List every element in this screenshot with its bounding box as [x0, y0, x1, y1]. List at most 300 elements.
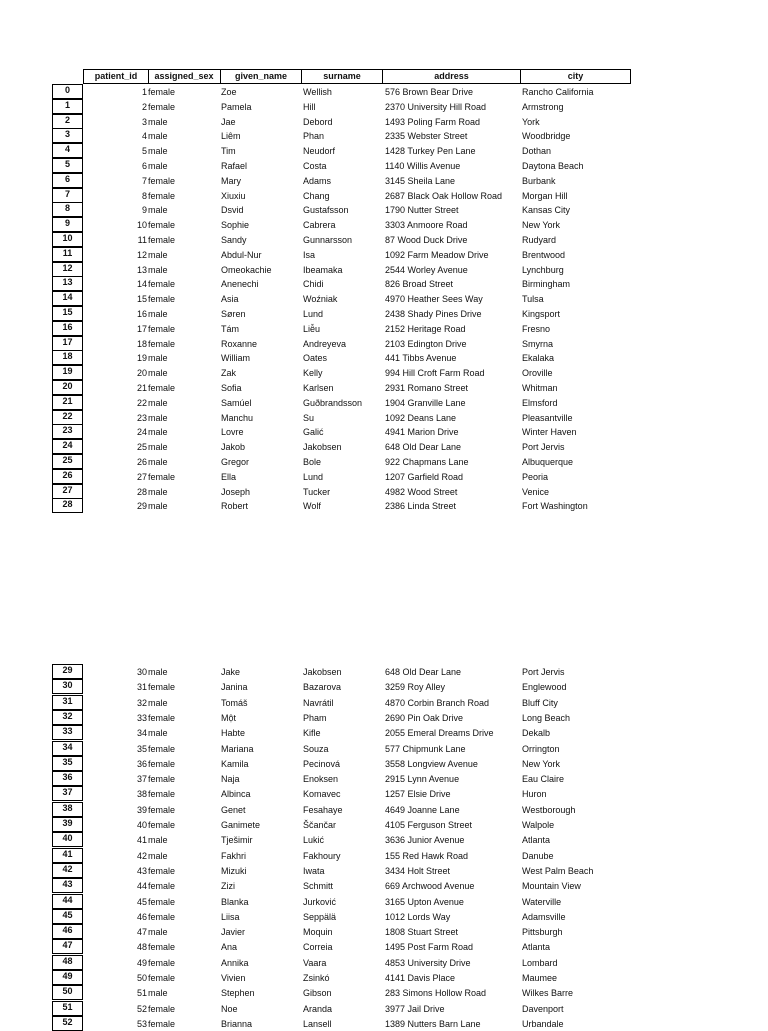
- cell-given-name[interactable]: Asia: [221, 294, 239, 305]
- cell-surname[interactable]: Hill: [303, 101, 316, 112]
- cell-city[interactable]: Woodbridge: [522, 131, 571, 142]
- cell-patient-id[interactable]: 44: [136, 881, 147, 892]
- cell-patient-id[interactable]: 18: [136, 338, 147, 349]
- cell-city[interactable]: Ekalaka: [522, 353, 555, 364]
- cell-given-name[interactable]: Tomáš: [221, 697, 248, 708]
- cell-city[interactable]: Whitman: [522, 383, 558, 393]
- header-patient-id[interactable]: patient_id: [83, 69, 149, 84]
- cell-surname[interactable]: Adams: [303, 175, 332, 186]
- cell-assigned-sex[interactable]: female: [148, 911, 176, 922]
- cell-given-name[interactable]: Naja: [221, 774, 240, 785]
- row-index[interactable]: 18: [52, 350, 83, 365]
- cell-patient-id[interactable]: 15: [136, 294, 147, 305]
- cell-patient-id[interactable]: 7: [141, 175, 147, 186]
- cell-assigned-sex[interactable]: male: [148, 397, 168, 408]
- cell-surname[interactable]: Liễu: [303, 323, 321, 334]
- cell-address[interactable]: 283 Simons Hollow Road: [385, 988, 487, 999]
- cell-surname[interactable]: Jakobsen: [303, 442, 342, 453]
- cell-patient-id[interactable]: 26: [136, 457, 147, 467]
- cell-assigned-sex[interactable]: male: [148, 697, 168, 708]
- cell-assigned-sex[interactable]: male: [148, 850, 168, 861]
- header-surname[interactable]: surname: [302, 69, 383, 84]
- row-index[interactable]: 43: [52, 878, 83, 893]
- row-index[interactable]: 24: [52, 439, 83, 454]
- cell-city[interactable]: Fresno: [522, 323, 551, 334]
- cell-address[interactable]: 922 Chapmans Lane: [385, 457, 469, 467]
- cell-assigned-sex[interactable]: male: [148, 988, 168, 999]
- cell-address[interactable]: 648 Old Dear Lane: [385, 442, 462, 453]
- row-index[interactable]: 16: [52, 321, 83, 336]
- cell-patient-id[interactable]: 20: [136, 368, 147, 379]
- cell-patient-id[interactable]: 23: [136, 412, 147, 423]
- cell-address[interactable]: 2370 University Hill Road: [385, 101, 487, 112]
- row-index[interactable]: 1: [52, 99, 83, 114]
- cell-patient-id[interactable]: 31: [136, 682, 147, 693]
- cell-given-name[interactable]: Ella: [221, 471, 237, 482]
- cell-address[interactable]: 441 Tibbs Avenue: [385, 353, 457, 364]
- cell-surname[interactable]: Lukić: [303, 835, 325, 846]
- cell-given-name[interactable]: Sophie: [221, 220, 250, 231]
- row-index[interactable]: 12: [52, 262, 83, 277]
- row-index[interactable]: 51: [52, 1001, 83, 1016]
- cell-patient-id[interactable]: 3: [141, 116, 147, 127]
- row-index[interactable]: 23: [52, 424, 83, 439]
- cell-surname[interactable]: Andreyeva: [303, 338, 347, 349]
- cell-assigned-sex[interactable]: male: [148, 835, 168, 846]
- cell-surname[interactable]: Iwata: [303, 865, 325, 876]
- cell-address[interactable]: 4970 Heather Sees Way: [385, 294, 483, 305]
- cell-patient-id[interactable]: 32: [136, 697, 147, 708]
- cell-assigned-sex[interactable]: female: [148, 973, 176, 983]
- cell-patient-id[interactable]: 9: [141, 205, 147, 216]
- cell-patient-id[interactable]: 38: [136, 789, 147, 800]
- cell-city[interactable]: Port Jervis: [522, 667, 565, 677]
- cell-given-name[interactable]: Zak: [221, 368, 237, 379]
- cell-surname[interactable]: Galić: [303, 427, 324, 438]
- row-index[interactable]: 50: [52, 985, 83, 1000]
- cell-assigned-sex[interactable]: male: [148, 667, 168, 677]
- cell-patient-id[interactable]: 49: [136, 957, 147, 968]
- cell-assigned-sex[interactable]: female: [148, 220, 176, 231]
- cell-assigned-sex[interactable]: male: [148, 427, 168, 438]
- cell-assigned-sex[interactable]: male: [148, 368, 168, 379]
- cell-given-name[interactable]: Sofia: [221, 383, 242, 393]
- cell-city[interactable]: Atlanta: [522, 835, 551, 846]
- cell-patient-id[interactable]: 33: [136, 712, 147, 723]
- row-index[interactable]: 7: [52, 188, 83, 203]
- cell-assigned-sex[interactable]: female: [148, 383, 176, 393]
- cell-surname[interactable]: Kifle: [303, 728, 321, 739]
- cell-address[interactable]: 826 Broad Street: [385, 279, 454, 290]
- cell-city[interactable]: New York: [522, 758, 561, 769]
- cell-city[interactable]: Rudyard: [522, 235, 557, 245]
- cell-surname[interactable]: Gibson: [303, 988, 332, 999]
- cell-assigned-sex[interactable]: female: [148, 865, 176, 876]
- cell-assigned-sex[interactable]: female: [148, 323, 176, 334]
- cell-city[interactable]: Daytona Beach: [522, 161, 584, 171]
- row-index[interactable]: 41: [52, 848, 83, 863]
- cell-assigned-sex[interactable]: female: [148, 758, 176, 769]
- row-index[interactable]: 42: [52, 863, 83, 878]
- cell-city[interactable]: Long Beach: [522, 712, 571, 723]
- cell-given-name[interactable]: Brianna: [221, 1018, 253, 1029]
- cell-given-name[interactable]: Lovre: [221, 427, 244, 438]
- cell-city[interactable]: Maumee: [522, 973, 558, 983]
- cell-address[interactable]: 2687 Black Oak Hollow Road: [385, 190, 503, 201]
- cell-assigned-sex[interactable]: female: [148, 682, 176, 693]
- cell-address[interactable]: 3165 Upton Avenue: [385, 896, 464, 907]
- cell-assigned-sex[interactable]: female: [148, 294, 176, 305]
- cell-city[interactable]: Kingsport: [522, 309, 561, 319]
- row-index[interactable]: 37: [52, 786, 83, 801]
- cell-given-name[interactable]: Mary: [221, 175, 241, 186]
- row-index[interactable]: 30: [52, 679, 83, 694]
- cell-surname[interactable]: Ščančar: [303, 820, 337, 830]
- cell-city[interactable]: Eau Claire: [522, 774, 565, 785]
- cell-surname[interactable]: Jurković: [303, 896, 337, 907]
- cell-given-name[interactable]: Tim: [221, 146, 236, 157]
- cell-city[interactable]: West Palm Beach: [522, 865, 594, 876]
- row-index[interactable]: 36: [52, 771, 83, 786]
- row-index[interactable]: 34: [52, 741, 83, 756]
- cell-patient-id[interactable]: 19: [136, 353, 147, 364]
- cell-assigned-sex[interactable]: male: [148, 442, 168, 453]
- cell-given-name[interactable]: Joseph: [221, 486, 251, 497]
- cell-patient-id[interactable]: 14: [136, 279, 147, 290]
- cell-surname[interactable]: Enoksen: [303, 774, 339, 785]
- cell-surname[interactable]: Chang: [303, 190, 330, 201]
- cell-patient-id[interactable]: 39: [136, 804, 147, 815]
- cell-given-name[interactable]: Ana: [221, 942, 238, 953]
- row-index[interactable]: 14: [52, 291, 83, 306]
- cell-address[interactable]: 1790 Nutter Street: [385, 205, 459, 216]
- cell-address[interactable]: 2386 Linda Street: [385, 501, 457, 512]
- cell-address[interactable]: 2690 Pin Oak Drive: [385, 712, 464, 723]
- cell-address[interactable]: 648 Old Dear Lane: [385, 667, 462, 677]
- row-index[interactable]: 21: [52, 395, 83, 410]
- cell-city[interactable]: Pleasantville: [522, 412, 573, 423]
- cell-assigned-sex[interactable]: male: [148, 728, 168, 739]
- cell-address[interactable]: 2931 Romano Street: [385, 383, 469, 393]
- cell-city[interactable]: Danube: [522, 850, 554, 861]
- cell-address[interactable]: 1493 Poling Farm Road: [385, 116, 481, 127]
- cell-patient-id[interactable]: 16: [136, 309, 147, 319]
- cell-patient-id[interactable]: 22: [136, 397, 147, 408]
- cell-patient-id[interactable]: 47: [136, 927, 147, 938]
- cell-city[interactable]: Atlanta: [522, 942, 551, 953]
- cell-surname[interactable]: Jakobsen: [303, 667, 342, 677]
- cell-city[interactable]: York: [522, 116, 540, 127]
- cell-city[interactable]: Huron: [522, 789, 547, 800]
- cell-city[interactable]: Lombard: [522, 957, 558, 968]
- cell-given-name[interactable]: Jake: [221, 667, 241, 677]
- cell-patient-id[interactable]: 5: [141, 146, 147, 157]
- row-index[interactable]: 6: [52, 173, 83, 188]
- cell-patient-id[interactable]: 29: [136, 501, 147, 512]
- row-index[interactable]: 4: [52, 143, 83, 158]
- cell-surname[interactable]: Lansell: [303, 1018, 332, 1029]
- cell-address[interactable]: 3303 Anmoore Road: [385, 220, 468, 231]
- cell-address[interactable]: 3259 Roy Alley: [385, 682, 446, 693]
- cell-city[interactable]: Urbandale: [522, 1018, 564, 1029]
- cell-city[interactable]: Orrington: [522, 743, 560, 754]
- cell-given-name[interactable]: Jae: [221, 116, 236, 127]
- cell-city[interactable]: Kansas City: [522, 205, 571, 216]
- cell-assigned-sex[interactable]: male: [148, 501, 168, 512]
- cell-patient-id[interactable]: 43: [136, 865, 147, 876]
- cell-given-name[interactable]: Ganimete: [221, 820, 261, 830]
- cell-address[interactable]: 2438 Shady Pines Drive: [385, 309, 482, 319]
- cell-patient-id[interactable]: 51: [136, 988, 147, 999]
- cell-assigned-sex[interactable]: female: [148, 1018, 176, 1029]
- cell-address[interactable]: 3434 Holt Street: [385, 865, 451, 876]
- cell-surname[interactable]: Guðbrandsson: [303, 397, 363, 408]
- cell-given-name[interactable]: Tám: [221, 323, 239, 334]
- cell-patient-id[interactable]: 41: [136, 835, 147, 846]
- cell-patient-id[interactable]: 50: [136, 973, 147, 983]
- cell-given-name[interactable]: Robert: [221, 501, 249, 512]
- row-index[interactable]: 22: [52, 410, 83, 425]
- cell-assigned-sex[interactable]: male: [148, 146, 168, 157]
- cell-given-name[interactable]: Søren: [221, 309, 246, 319]
- row-index[interactable]: 20: [52, 380, 83, 395]
- cell-assigned-sex[interactable]: male: [148, 249, 168, 260]
- cell-patient-id[interactable]: 21: [136, 383, 147, 393]
- header-given-name[interactable]: given_name: [221, 69, 302, 84]
- cell-city[interactable]: Lynchburg: [522, 264, 564, 275]
- cell-city[interactable]: Davenport: [522, 1003, 564, 1014]
- cell-surname[interactable]: Su: [303, 412, 315, 423]
- cell-city[interactable]: Burbank: [522, 175, 556, 186]
- cell-assigned-sex[interactable]: female: [148, 471, 176, 482]
- cell-surname[interactable]: Gunnarsson: [303, 235, 353, 245]
- cell-city[interactable]: Dothan: [522, 146, 552, 157]
- cell-city[interactable]: Waterville: [522, 896, 562, 907]
- cell-city[interactable]: Dekalb: [522, 728, 551, 739]
- cell-given-name[interactable]: Manchu: [221, 412, 254, 423]
- cell-given-name[interactable]: Samúel: [221, 397, 252, 408]
- cell-city[interactable]: Peoria: [522, 471, 549, 482]
- cell-given-name[interactable]: Xiuxiu: [221, 190, 246, 201]
- cell-city[interactable]: Port Jervis: [522, 442, 565, 453]
- cell-address[interactable]: 4105 Ferguson Street: [385, 820, 473, 830]
- cell-patient-id[interactable]: 27: [136, 471, 147, 482]
- cell-given-name[interactable]: Kamila: [221, 758, 249, 769]
- cell-address[interactable]: 1808 Stuart Street: [385, 927, 459, 938]
- cell-given-name[interactable]: Rafael: [221, 161, 248, 171]
- cell-assigned-sex[interactable]: female: [148, 743, 176, 754]
- cell-assigned-sex[interactable]: female: [148, 338, 176, 349]
- cell-address[interactable]: 1092 Farm Meadow Drive: [385, 249, 489, 260]
- cell-address[interactable]: 3558 Longview Avenue: [385, 758, 478, 769]
- cell-patient-id[interactable]: 52: [136, 1003, 147, 1014]
- cell-city[interactable]: Tulsa: [522, 294, 544, 305]
- cell-address[interactable]: 2544 Worley Avenue: [385, 264, 468, 275]
- cell-city[interactable]: Albuquerque: [522, 457, 574, 467]
- row-index[interactable]: 32: [52, 710, 83, 725]
- cell-assigned-sex[interactable]: female: [148, 175, 176, 186]
- cell-given-name[interactable]: Albinca: [221, 789, 251, 800]
- cell-address[interactable]: 2103 Edington Drive: [385, 338, 467, 349]
- cell-assigned-sex[interactable]: female: [148, 820, 176, 830]
- cell-given-name[interactable]: Stephen: [221, 988, 255, 999]
- cell-patient-id[interactable]: 45: [136, 896, 147, 907]
- row-index[interactable]: 49: [52, 970, 83, 985]
- cell-address[interactable]: 155 Red Hawk Road: [385, 850, 469, 861]
- cell-surname[interactable]: Pham: [303, 712, 327, 723]
- row-index[interactable]: 45: [52, 909, 83, 924]
- cell-address[interactable]: 1207 Garfield Road: [385, 471, 464, 482]
- cell-assigned-sex[interactable]: male: [148, 205, 168, 216]
- cell-assigned-sex[interactable]: female: [148, 881, 176, 892]
- cell-surname[interactable]: Seppälä: [303, 911, 337, 922]
- row-index[interactable]: 38: [52, 802, 83, 817]
- cell-patient-id[interactable]: 42: [136, 850, 147, 861]
- cell-surname[interactable]: Fakhoury: [303, 850, 341, 861]
- cell-address[interactable]: 4870 Corbin Branch Road: [385, 697, 490, 708]
- cell-given-name[interactable]: Habte: [221, 728, 246, 739]
- cell-surname[interactable]: Lund: [303, 309, 324, 319]
- cell-address[interactable]: 3145 Sheila Lane: [385, 175, 456, 186]
- cell-patient-id[interactable]: 53: [136, 1018, 147, 1029]
- cell-address[interactable]: 1428 Turkey Pen Lane: [385, 146, 476, 157]
- cell-assigned-sex[interactable]: female: [148, 712, 176, 723]
- cell-address[interactable]: 3977 Jail Drive: [385, 1003, 445, 1014]
- cell-surname[interactable]: Schmitt: [303, 881, 334, 892]
- cell-address[interactable]: 87 Wood Duck Drive: [385, 235, 468, 245]
- cell-address[interactable]: 4853 University Drive: [385, 957, 471, 968]
- cell-patient-id[interactable]: 17: [136, 323, 147, 334]
- cell-surname[interactable]: Cabrera: [303, 220, 336, 231]
- header-city[interactable]: city: [521, 69, 631, 84]
- header-assigned-sex[interactable]: assigned_sex: [148, 69, 221, 84]
- row-index[interactable]: 31: [52, 695, 83, 710]
- cell-given-name[interactable]: Liêm: [221, 131, 241, 142]
- cell-patient-id[interactable]: 34: [136, 728, 147, 739]
- row-index[interactable]: 11: [52, 247, 83, 262]
- cell-assigned-sex[interactable]: male: [148, 412, 168, 423]
- cell-surname[interactable]: Pecinová: [303, 758, 341, 769]
- cell-surname[interactable]: Karlsen: [303, 383, 334, 393]
- cell-given-name[interactable]: Vivien: [221, 973, 246, 983]
- cell-address[interactable]: 1904 Granville Lane: [385, 397, 466, 408]
- cell-surname[interactable]: Aranda: [303, 1003, 333, 1014]
- cell-assigned-sex[interactable]: female: [148, 87, 176, 97]
- cell-patient-id[interactable]: 28: [136, 486, 147, 497]
- cell-patient-id[interactable]: 1: [141, 87, 147, 97]
- row-index[interactable]: 40: [52, 832, 83, 847]
- cell-given-name[interactable]: Abdul-Nur: [221, 249, 262, 260]
- cell-assigned-sex[interactable]: male: [148, 457, 168, 467]
- cell-given-name[interactable]: Blanka: [221, 896, 249, 907]
- cell-address[interactable]: 2055 Emeral Dreams Drive: [385, 728, 494, 739]
- cell-address[interactable]: 1012 Lords Way: [385, 911, 451, 922]
- cell-patient-id[interactable]: 37: [136, 774, 147, 785]
- cell-patient-id[interactable]: 8: [141, 190, 147, 201]
- row-index[interactable]: 19: [52, 365, 83, 380]
- cell-city[interactable]: Smyrna: [522, 338, 554, 349]
- cell-surname[interactable]: Lund: [303, 471, 324, 482]
- row-index[interactable]: 44: [52, 894, 83, 909]
- row-index[interactable]: 13: [52, 276, 83, 291]
- cell-city[interactable]: Englewood: [522, 682, 567, 693]
- cell-assigned-sex[interactable]: female: [148, 774, 176, 785]
- cell-patient-id[interactable]: 11: [137, 235, 147, 245]
- row-index[interactable]: 8: [52, 202, 83, 217]
- cell-address[interactable]: 577 Chipmunk Lane: [385, 743, 466, 754]
- cell-address[interactable]: 669 Archwood Avenue: [385, 881, 475, 892]
- row-index[interactable]: 25: [52, 454, 83, 469]
- cell-city[interactable]: Elmsford: [522, 397, 558, 408]
- row-index[interactable]: 26: [52, 469, 83, 484]
- cell-surname[interactable]: Wellish: [303, 87, 332, 97]
- cell-city[interactable]: Fort Washington: [522, 501, 588, 512]
- cell-assigned-sex[interactable]: male: [148, 486, 168, 497]
- cell-address[interactable]: 1092 Deans Lane: [385, 412, 457, 423]
- row-index[interactable]: 9: [52, 217, 83, 232]
- cell-patient-id[interactable]: 48: [136, 942, 147, 953]
- cell-given-name[interactable]: Annika: [221, 957, 249, 968]
- cell-patient-id[interactable]: 4: [141, 131, 147, 142]
- cell-surname[interactable]: Phan: [303, 131, 325, 142]
- cell-surname[interactable]: Fesahaye: [303, 804, 343, 815]
- row-index[interactable]: 48: [52, 955, 83, 970]
- cell-assigned-sex[interactable]: female: [148, 279, 176, 290]
- cell-given-name[interactable]: Gregor: [221, 457, 250, 467]
- cell-assigned-sex[interactable]: female: [148, 942, 176, 953]
- cell-address[interactable]: 2915 Lynn Avenue: [385, 774, 460, 785]
- cell-surname[interactable]: Souza: [303, 743, 329, 754]
- row-index[interactable]: 33: [52, 725, 83, 740]
- cell-surname[interactable]: Wolf: [303, 501, 321, 512]
- cell-surname[interactable]: Debord: [303, 116, 333, 127]
- cell-given-name[interactable]: Dsvid: [221, 205, 244, 216]
- cell-given-name[interactable]: Javier: [221, 927, 246, 938]
- row-index[interactable]: 52: [52, 1016, 83, 1031]
- cell-city[interactable]: Pittsburgh: [522, 927, 563, 938]
- cell-given-name[interactable]: Noe: [221, 1003, 238, 1014]
- cell-surname[interactable]: Correia: [303, 942, 333, 953]
- row-index[interactable]: 47: [52, 939, 83, 954]
- cell-given-name[interactable]: Mizuki: [221, 865, 247, 876]
- cell-city[interactable]: Winter Haven: [522, 427, 577, 438]
- cell-assigned-sex[interactable]: male: [148, 309, 168, 319]
- cell-surname[interactable]: Kelly: [303, 368, 323, 379]
- cell-given-name[interactable]: Một: [221, 712, 237, 723]
- cell-surname[interactable]: Isa: [303, 249, 316, 260]
- row-index[interactable]: 3: [52, 128, 83, 143]
- cell-given-name[interactable]: Pamela: [221, 101, 252, 112]
- cell-assigned-sex[interactable]: female: [148, 789, 176, 800]
- cell-assigned-sex[interactable]: male: [148, 131, 168, 142]
- cell-patient-id[interactable]: 13: [136, 264, 147, 275]
- cell-city[interactable]: Venice: [522, 486, 550, 497]
- cell-city[interactable]: New York: [522, 220, 561, 231]
- cell-given-name[interactable]: Fakhri: [221, 850, 247, 861]
- cell-assigned-sex[interactable]: male: [148, 353, 168, 364]
- cell-address[interactable]: 1140 Willis Avenue: [385, 161, 461, 171]
- cell-city[interactable]: Birmingham: [522, 279, 571, 290]
- cell-given-name[interactable]: Tješimir: [221, 835, 253, 846]
- cell-given-name[interactable]: William: [221, 353, 250, 364]
- cell-surname[interactable]: Vaara: [303, 957, 327, 968]
- cell-patient-id[interactable]: 36: [136, 758, 147, 769]
- cell-address[interactable]: 994 Hill Croft Farm Road: [385, 368, 485, 379]
- cell-assigned-sex[interactable]: male: [148, 264, 168, 275]
- cell-given-name[interactable]: Jakob: [221, 442, 246, 453]
- header-address[interactable]: address: [383, 69, 521, 84]
- cell-patient-id[interactable]: 30: [136, 667, 147, 677]
